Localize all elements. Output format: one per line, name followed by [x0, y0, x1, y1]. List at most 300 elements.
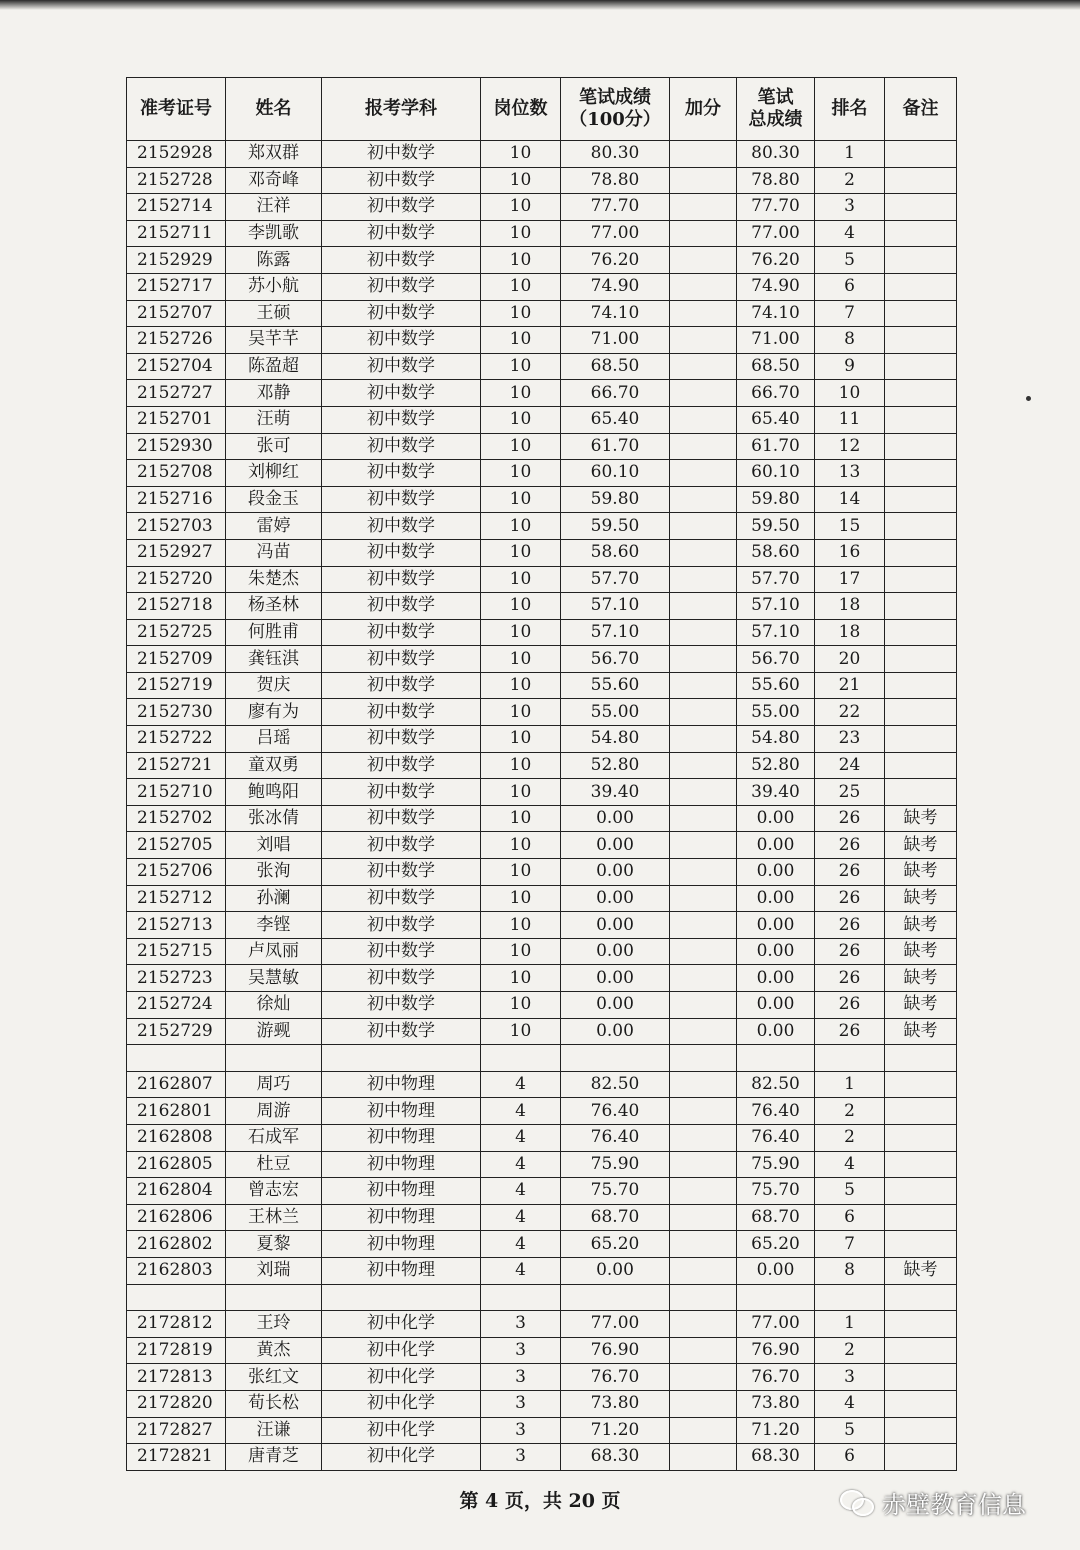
- cell-positions: 4: [481, 1204, 561, 1231]
- cell-name: 汪萌: [226, 406, 322, 433]
- header-row: [127, 78, 957, 141]
- cell-rank: 6: [815, 273, 885, 300]
- cell-rank: 6: [815, 1204, 885, 1231]
- cell-subject: 初中数学: [322, 194, 481, 221]
- cell-rank: 12: [815, 433, 885, 460]
- cell-exam-no: 2152927: [127, 539, 226, 566]
- cell-exam-no: 2152712: [127, 885, 226, 912]
- empty-cell: [127, 1045, 226, 1072]
- cell-bonus: [670, 220, 737, 247]
- cell-written-score: 65.40: [561, 406, 670, 433]
- cell-bonus: [670, 965, 737, 992]
- cell-total-score: 82.50: [737, 1071, 815, 1098]
- cell-rank: 10: [815, 380, 885, 407]
- cell-positions: 10: [481, 646, 561, 673]
- table-row: [127, 859, 957, 886]
- cell-positions: 10: [481, 273, 561, 300]
- cell-bonus: [670, 646, 737, 673]
- cell-positions: 4: [481, 1178, 561, 1205]
- cell-name: 卢凤丽: [226, 938, 322, 965]
- cell-positions: 10: [481, 859, 561, 886]
- cell-rank: 26: [815, 885, 885, 912]
- cell-note: [885, 167, 957, 194]
- cell-rank: 17: [815, 566, 885, 593]
- cell-note: [885, 460, 957, 487]
- cell-rank: 14: [815, 486, 885, 513]
- cell-subject: 初中物理: [322, 1178, 481, 1205]
- table-row: [127, 938, 957, 965]
- cell-written-score: 0.00: [561, 912, 670, 939]
- cell-bonus: [670, 1151, 737, 1178]
- cell-name: 王林兰: [226, 1204, 322, 1231]
- cell-bonus: [670, 779, 737, 806]
- cell-name: 夏黎: [226, 1231, 322, 1258]
- cell-bonus: [670, 1364, 737, 1391]
- header-bonus: 加分: [670, 78, 737, 141]
- cell-positions: 10: [481, 672, 561, 699]
- cell-positions: 10: [481, 752, 561, 779]
- cell-total-score: 76.40: [737, 1098, 815, 1125]
- cell-positions: 10: [481, 300, 561, 327]
- cell-rank: 1: [815, 1071, 885, 1098]
- cell-bonus: [670, 672, 737, 699]
- empty-cell: [561, 1045, 670, 1072]
- cell-written-score: 59.50: [561, 513, 670, 540]
- empty-cell: [885, 1045, 957, 1072]
- cell-rank: 4: [815, 220, 885, 247]
- cell-note: [885, 273, 957, 300]
- cell-subject: 初中化学: [322, 1417, 481, 1444]
- cell-subject: 初中数学: [322, 646, 481, 673]
- cell-total-score: 68.30: [737, 1444, 815, 1471]
- cell-total-score: 52.80: [737, 752, 815, 779]
- cell-exam-no: 2152704: [127, 353, 226, 380]
- cell-total-score: 60.10: [737, 460, 815, 487]
- cell-total-score: 68.70: [737, 1204, 815, 1231]
- cell-total-score: 65.20: [737, 1231, 815, 1258]
- cell-rank: 4: [815, 1151, 885, 1178]
- cell-exam-no: 2152928: [127, 141, 226, 168]
- cell-exam-no: 2152709: [127, 646, 226, 673]
- cell-positions: 10: [481, 220, 561, 247]
- cell-total-score: 0.00: [737, 805, 815, 832]
- table-row: [127, 832, 957, 859]
- cell-positions: 10: [481, 380, 561, 407]
- cell-note: [885, 672, 957, 699]
- cell-rank: 3: [815, 194, 885, 221]
- cell-subject: 初中物理: [322, 1204, 481, 1231]
- cell-total-score: 68.50: [737, 353, 815, 380]
- cell-note: 缺考: [885, 859, 957, 886]
- cell-exam-no: 2152705: [127, 832, 226, 859]
- cell-written-score: 80.30: [561, 141, 670, 168]
- cell-name: 张冰倩: [226, 805, 322, 832]
- cell-note: [885, 1311, 957, 1338]
- cell-rank: 2: [815, 167, 885, 194]
- table-row: [127, 327, 957, 354]
- cell-total-score: 76.40: [737, 1124, 815, 1151]
- cell-name: 荀长松: [226, 1390, 322, 1417]
- cell-exam-no: 2152930: [127, 433, 226, 460]
- cell-total-score: 80.30: [737, 141, 815, 168]
- cell-subject: 初中数学: [322, 752, 481, 779]
- cell-exam-no: 2152708: [127, 460, 226, 487]
- table-row: [127, 460, 957, 487]
- cell-subject: 初中化学: [322, 1364, 481, 1391]
- cell-written-score: 76.70: [561, 1364, 670, 1391]
- cell-subject: 初中数学: [322, 1018, 481, 1045]
- cell-bonus: [670, 353, 737, 380]
- cell-exam-no: 2172813: [127, 1364, 226, 1391]
- cell-rank: 24: [815, 752, 885, 779]
- cell-subject: 初中数学: [322, 965, 481, 992]
- cell-total-score: 73.80: [737, 1390, 815, 1417]
- cell-subject: 初中数学: [322, 859, 481, 886]
- cell-note: [885, 406, 957, 433]
- cell-note: [885, 327, 957, 354]
- table-row: [127, 194, 957, 221]
- cell-name: 杜豆: [226, 1151, 322, 1178]
- header-exam-no: 准考证号: [127, 78, 226, 141]
- cell-bonus: [670, 1337, 737, 1364]
- cell-positions: 10: [481, 885, 561, 912]
- cell-exam-no: 2152728: [127, 167, 226, 194]
- cell-name: 石成军: [226, 1124, 322, 1151]
- cell-note: 缺考: [885, 1257, 957, 1284]
- cell-written-score: 55.00: [561, 699, 670, 726]
- cell-exam-no: 2152729: [127, 1018, 226, 1045]
- watermark: [840, 1480, 1026, 1524]
- cell-bonus: [670, 1204, 737, 1231]
- cell-note: [885, 486, 957, 513]
- cell-written-score: 78.80: [561, 167, 670, 194]
- table-row: [127, 1071, 957, 1098]
- cell-subject: 初中数学: [322, 513, 481, 540]
- cell-positions: 10: [481, 486, 561, 513]
- cell-name: 张可: [226, 433, 322, 460]
- cell-bonus: [670, 486, 737, 513]
- cell-rank: 21: [815, 672, 885, 699]
- cell-subject: 初中数学: [322, 992, 481, 1019]
- speck: [1026, 396, 1031, 401]
- cell-written-score: 76.40: [561, 1124, 670, 1151]
- cell-note: 缺考: [885, 805, 957, 832]
- cell-note: [885, 300, 957, 327]
- empty-cell: [481, 1045, 561, 1072]
- cell-note: [885, 380, 957, 407]
- table-row: [127, 699, 957, 726]
- empty-cell: [670, 1284, 737, 1311]
- cell-exam-no: 2152726: [127, 327, 226, 354]
- cell-bonus: [670, 859, 737, 886]
- table-row: [127, 779, 957, 806]
- cell-subject: 初中数学: [322, 353, 481, 380]
- cell-total-score: 77.00: [737, 1311, 815, 1338]
- cell-name: 周游: [226, 1098, 322, 1125]
- cell-note: [885, 433, 957, 460]
- cell-name: 陈露: [226, 247, 322, 274]
- cell-positions: 3: [481, 1444, 561, 1471]
- cell-exam-no: 2152701: [127, 406, 226, 433]
- cell-note: [885, 726, 957, 753]
- cell-total-score: 54.80: [737, 726, 815, 753]
- cell-exam-no: 2152723: [127, 965, 226, 992]
- cell-total-score: 65.40: [737, 406, 815, 433]
- cell-positions: 10: [481, 167, 561, 194]
- cell-subject: 初中数学: [322, 327, 481, 354]
- cell-total-score: 77.70: [737, 194, 815, 221]
- cell-exam-no: 2162807: [127, 1071, 226, 1098]
- cell-bonus: [670, 1390, 737, 1417]
- cell-note: [885, 646, 957, 673]
- cell-note: [885, 1098, 957, 1125]
- cell-note: 缺考: [885, 938, 957, 965]
- cell-subject: 初中化学: [322, 1444, 481, 1471]
- cell-name: 雷婷: [226, 513, 322, 540]
- cell-bonus: [670, 885, 737, 912]
- cell-written-score: 66.70: [561, 380, 670, 407]
- cell-total-score: 75.70: [737, 1178, 815, 1205]
- cell-bonus: [670, 273, 737, 300]
- cell-written-score: 56.70: [561, 646, 670, 673]
- cell-positions: 10: [481, 593, 561, 620]
- cell-positions: 10: [481, 779, 561, 806]
- empty-cell: [322, 1284, 481, 1311]
- cell-name: 杨圣林: [226, 593, 322, 620]
- table-row: [127, 1417, 957, 1444]
- empty-cell: [815, 1284, 885, 1311]
- table-row: [127, 1311, 957, 1338]
- cell-exam-no: 2152720: [127, 566, 226, 593]
- cell-total-score: 0.00: [737, 1018, 815, 1045]
- table-row: [127, 965, 957, 992]
- page-number: 第 4 页，共 20 页: [459, 1490, 621, 1512]
- empty-cell: [226, 1284, 322, 1311]
- table-body: [127, 141, 957, 1471]
- cell-positions: 3: [481, 1390, 561, 1417]
- cell-total-score: 0.00: [737, 938, 815, 965]
- cell-rank: 7: [815, 1231, 885, 1258]
- cell-exam-no: 2162806: [127, 1204, 226, 1231]
- cell-note: [885, 539, 957, 566]
- cell-total-score: 55.00: [737, 699, 815, 726]
- cell-total-score: 76.70: [737, 1364, 815, 1391]
- cell-name: 吴慧敏: [226, 965, 322, 992]
- cell-exam-no: 2152703: [127, 513, 226, 540]
- cell-exam-no: 2162801: [127, 1098, 226, 1125]
- cell-note: [885, 1390, 957, 1417]
- cell-written-score: 73.80: [561, 1390, 670, 1417]
- cell-name: 陈盈超: [226, 353, 322, 380]
- cell-total-score: 76.20: [737, 247, 815, 274]
- cell-exam-no: 2152702: [127, 805, 226, 832]
- cell-subject: 初中物理: [322, 1231, 481, 1258]
- cell-total-score: 76.90: [737, 1337, 815, 1364]
- cell-rank: 1: [815, 1311, 885, 1338]
- cell-written-score: 0.00: [561, 992, 670, 1019]
- cell-positions: 10: [481, 327, 561, 354]
- cell-exam-no: 2172821: [127, 1444, 226, 1471]
- table-row: [127, 380, 957, 407]
- cell-total-score: 57.10: [737, 593, 815, 620]
- cell-positions: 4: [481, 1071, 561, 1098]
- cell-note: 缺考: [885, 992, 957, 1019]
- cell-subject: 初中数学: [322, 619, 481, 646]
- cell-written-score: 60.10: [561, 460, 670, 487]
- cell-exam-no: 2152713: [127, 912, 226, 939]
- cell-subject: 初中数学: [322, 460, 481, 487]
- cell-exam-no: 2162803: [127, 1257, 226, 1284]
- cell-positions: 10: [481, 805, 561, 832]
- cell-bonus: [670, 1178, 737, 1205]
- cell-written-score: 77.00: [561, 220, 670, 247]
- cell-rank: 25: [815, 779, 885, 806]
- spacer-row: [127, 1284, 957, 1311]
- cell-name: 张洵: [226, 859, 322, 886]
- cell-name: 何胜甫: [226, 619, 322, 646]
- empty-cell: [815, 1045, 885, 1072]
- cell-bonus: [670, 1417, 737, 1444]
- cell-written-score: 0.00: [561, 965, 670, 992]
- cell-subject: 初中物理: [322, 1098, 481, 1125]
- cell-bonus: [670, 141, 737, 168]
- cell-total-score: 66.70: [737, 380, 815, 407]
- cell-exam-no: 2152730: [127, 699, 226, 726]
- cell-positions: 10: [481, 141, 561, 168]
- cell-exam-no: 2152722: [127, 726, 226, 753]
- cell-bonus: [670, 912, 737, 939]
- header-note: 备注: [885, 78, 957, 141]
- cell-bonus: [670, 380, 737, 407]
- cell-rank: 26: [815, 805, 885, 832]
- cell-positions: 10: [481, 566, 561, 593]
- cell-name: 刘柳红: [226, 460, 322, 487]
- table-row: [127, 1124, 957, 1151]
- cell-name: 汪祥: [226, 194, 322, 221]
- table-row: [127, 406, 957, 433]
- cell-positions: 10: [481, 353, 561, 380]
- empty-cell: [481, 1284, 561, 1311]
- cell-rank: 23: [815, 726, 885, 753]
- score-table: [126, 77, 957, 1471]
- cell-written-score: 57.70: [561, 566, 670, 593]
- cell-bonus: [670, 752, 737, 779]
- cell-written-score: 55.60: [561, 672, 670, 699]
- cell-bonus: [670, 1098, 737, 1125]
- cell-name: 龚钰淇: [226, 646, 322, 673]
- table-row: [127, 1364, 957, 1391]
- cell-positions: 10: [481, 912, 561, 939]
- cell-exam-no: 2162804: [127, 1178, 226, 1205]
- cell-name: 曾志宏: [226, 1178, 322, 1205]
- cell-written-score: 77.00: [561, 1311, 670, 1338]
- cell-bonus: [670, 247, 737, 274]
- table-row: [127, 433, 957, 460]
- cell-bonus: [670, 566, 737, 593]
- cell-written-score: 71.00: [561, 327, 670, 354]
- cell-name: 游觋: [226, 1018, 322, 1045]
- cell-rank: 26: [815, 1018, 885, 1045]
- cell-exam-no: 2172827: [127, 1417, 226, 1444]
- cell-subject: 初中数学: [322, 141, 481, 168]
- cell-exam-no: 2172820: [127, 1390, 226, 1417]
- cell-total-score: 0.00: [737, 885, 815, 912]
- cell-positions: 10: [481, 726, 561, 753]
- cell-name: 贺庆: [226, 672, 322, 699]
- cell-subject: 初中化学: [322, 1337, 481, 1364]
- cell-note: [885, 1444, 957, 1471]
- cell-rank: 2: [815, 1124, 885, 1151]
- cell-name: 童双勇: [226, 752, 322, 779]
- watermark-text: 赤壁教育信息: [882, 1490, 1026, 1519]
- table-row: [127, 646, 957, 673]
- empty-cell: [561, 1284, 670, 1311]
- cell-exam-no: 2152707: [127, 300, 226, 327]
- cell-rank: 6: [815, 1444, 885, 1471]
- cell-bonus: [670, 1124, 737, 1151]
- cell-name: 周巧: [226, 1071, 322, 1098]
- cell-note: 缺考: [885, 965, 957, 992]
- cell-rank: 15: [815, 513, 885, 540]
- cell-written-score: 74.90: [561, 273, 670, 300]
- cell-subject: 初中数学: [322, 805, 481, 832]
- cell-exam-no: 2152715: [127, 938, 226, 965]
- cell-subject: 初中数学: [322, 593, 481, 620]
- cell-positions: 4: [481, 1257, 561, 1284]
- table-row: [127, 1257, 957, 1284]
- empty-cell: [885, 1284, 957, 1311]
- cell-bonus: [670, 460, 737, 487]
- cell-written-score: 68.70: [561, 1204, 670, 1231]
- cell-positions: 3: [481, 1337, 561, 1364]
- cell-positions: 4: [481, 1231, 561, 1258]
- cell-note: [885, 1151, 957, 1178]
- cell-bonus: [670, 1444, 737, 1471]
- cell-positions: 10: [481, 832, 561, 859]
- cell-positions: 10: [481, 460, 561, 487]
- cell-exam-no: 2152714: [127, 194, 226, 221]
- cell-note: [885, 1337, 957, 1364]
- cell-subject: 初中数学: [322, 406, 481, 433]
- cell-note: [885, 752, 957, 779]
- cell-name: 邓奇峰: [226, 167, 322, 194]
- cell-subject: 初中数学: [322, 300, 481, 327]
- cell-exam-no: 2162802: [127, 1231, 226, 1258]
- cell-rank: 8: [815, 1257, 885, 1284]
- cell-rank: 7: [815, 300, 885, 327]
- cell-bonus: [670, 938, 737, 965]
- cell-note: 缺考: [885, 832, 957, 859]
- cell-name: 段金玉: [226, 486, 322, 513]
- cell-name: 朱楚杰: [226, 566, 322, 593]
- cell-note: [885, 1178, 957, 1205]
- cell-note: [885, 141, 957, 168]
- cell-rank: 26: [815, 992, 885, 1019]
- cell-total-score: 59.50: [737, 513, 815, 540]
- cell-exam-no: 2162808: [127, 1124, 226, 1151]
- page-top-edge: [0, 0, 1080, 10]
- cell-written-score: 0.00: [561, 805, 670, 832]
- cell-total-score: 61.70: [737, 433, 815, 460]
- cell-subject: 初中数学: [322, 832, 481, 859]
- cell-rank: 1: [815, 141, 885, 168]
- cell-exam-no: 2152706: [127, 859, 226, 886]
- cell-name: 廖有为: [226, 699, 322, 726]
- cell-written-score: 75.90: [561, 1151, 670, 1178]
- cell-note: [885, 1071, 957, 1098]
- cell-note: [885, 1417, 957, 1444]
- cell-written-score: 75.70: [561, 1178, 670, 1205]
